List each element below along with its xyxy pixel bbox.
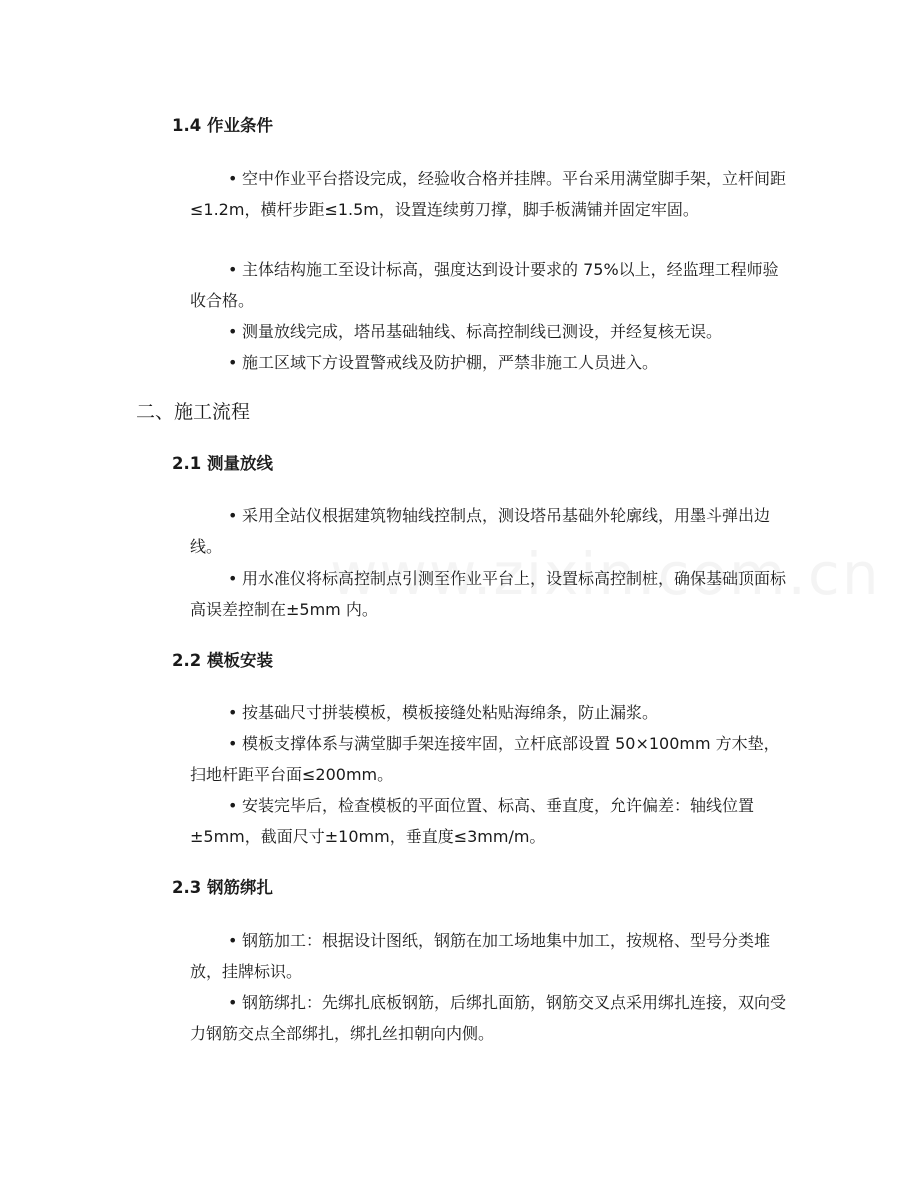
bullet: •	[228, 993, 238, 1012]
item-text: 施工区域下方设置警戒线及防护棚，严禁非施工人员进入。	[242, 353, 659, 372]
item-text: 主体结构施工至设计标高，强度达到设计要求的 75%以上，经监理工程师验收合格。	[190, 260, 779, 310]
item-text: 安装完毕后，检查模板的平面位置、标高、垂直度，允许偏差：轴线位置±5mm，截面尺寸±10mm，垂直度≤3mm/m。	[190, 796, 755, 846]
item-text: 空中作业平台搭设完成，经验收合格并挂牌。平台采用满堂脚手架，立杆间距≤1.2m，横杆步距≤1.5m，设置连续剪刀撑，脚手板满铺并固定牢固。	[190, 169, 787, 219]
bullet: •	[228, 734, 238, 753]
bullet: •	[228, 260, 238, 279]
section-heading-2-3: 2.3 钢筋绑扎	[172, 878, 273, 897]
section-heading-2-1: 2.1 测量放线	[172, 454, 273, 473]
list-item	[190, 988, 790, 1049]
bullet: •	[228, 506, 238, 525]
item-text: 采用全站仪根据建筑物轴线控制点，测设塔吊基础外轮廓线，用墨斗弹出边线。	[190, 506, 771, 556]
bullet: •	[228, 796, 238, 815]
list-item	[190, 926, 790, 987]
bullet: •	[228, 569, 238, 588]
bullet: •	[228, 322, 238, 341]
bullet: •	[228, 703, 238, 722]
item-text: 模板支撑体系与满堂脚手架连接牢固，立杆底部设置 50×100mm 方木垫，扫地杆距平台面≤200mm。	[190, 734, 780, 784]
bullet: •	[228, 931, 238, 950]
list-item	[190, 501, 790, 562]
section-heading-1-4: 1.4 作业条件	[172, 116, 273, 135]
list-item	[190, 791, 790, 852]
item-text: 按基础尺寸拼装模板，模板接缝处粘贴海绵条，防止漏浆。	[242, 703, 659, 722]
list-item	[190, 317, 790, 348]
section-heading-2-2: 2.2 模板安装	[172, 651, 273, 670]
list-item	[190, 564, 790, 625]
item-text: 钢筋绑扎：先绑扎底板钢筋，后绑扎面筋，钢筋交叉点采用绑扎连接，双向受力钢筋交点全部绑扎，绑扎丝扣朝向内侧。	[190, 993, 787, 1043]
bullet: •	[228, 169, 238, 188]
list-item	[190, 164, 790, 225]
bullet: •	[228, 353, 238, 372]
list-item	[190, 255, 790, 316]
item-text: 测量放线完成，塔吊基础轴线、标高控制线已测设，并经复核无误。	[242, 322, 723, 341]
list-item	[190, 348, 790, 379]
list-item	[190, 729, 790, 790]
item-text: 用水准仪将标高控制点引测至作业平台上，设置标高控制桩，确保基础顶面标高误差控制在±5mm 内。	[190, 569, 787, 619]
list-item	[190, 698, 790, 729]
item-text: 钢筋加工：根据设计图纸，钢筋在加工场地集中加工，按规格、型号分类堆放，挂牌标识。	[190, 931, 771, 981]
chapter-heading: 二、施工流程	[136, 401, 251, 423]
